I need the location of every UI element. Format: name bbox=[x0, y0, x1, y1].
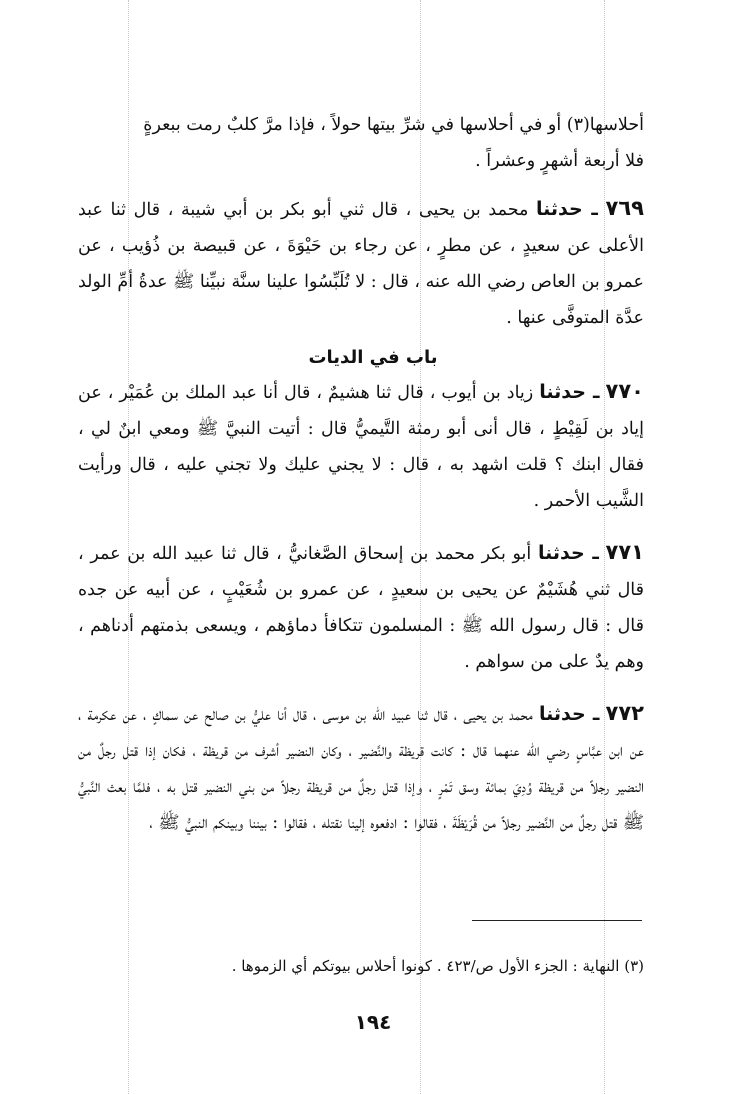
continuation-line-1: أحلاسها(٣) أو في أحلاسها في شرِّ بيتها حولاً ، فإذا مرَّ كلبٌ رمت ببعرةٍ bbox=[143, 115, 644, 135]
hadith-text: أبو بكر محمد بن إسحاق الصَّغانيُّ ، قال ثنا عبيد الله بن عمر ، قال ثني هُشَيْمٌ عن يحيى بن سعيدٍ ، عن عمرو بن شُعَيْبٍ ، عن أبيه عن جده قال : قال رسول الله ﷺ : المسلمون تتكافأ دماؤهم ، ويسعى بذمتهم أدناهم ، وهم يدٌ على من سواهم . bbox=[78, 544, 644, 672]
hadith-verb: ـ حدثنا bbox=[539, 381, 600, 403]
hadith-text: زياد بن أيوب ، قال ثنا هشيمٌ ، قال أنا عبد الملك بن عُمَيْر ، عن إياد بن لَقِيْطٍ ، قال أنى أبو رمثة التَّيميُّ قال : أتيت النبيَّ ﷺ ومعي ابنٌ لي ، فقال ابنك ؟ قلت اشهد به ، قال : لا يجني عليك ولا تجني عليه ، قال ورأيت الشَّيب الأحمر . bbox=[78, 383, 644, 511]
page-number: ١٩٤ bbox=[354, 1010, 392, 1034]
continuation-paragraph bbox=[78, 107, 644, 179]
hadith-number: ٧٧٢ bbox=[605, 701, 644, 725]
hadith-number: ٧٧٠ bbox=[605, 379, 644, 403]
continuation-line-2: فلا أربعة أشهرٍ وعشراً . bbox=[475, 151, 644, 171]
hadith-verb: ـ حدثنا bbox=[536, 198, 598, 220]
hadith-verb: ـ حدثنا bbox=[537, 542, 599, 564]
footnote-separator bbox=[472, 920, 642, 921]
hadith-772 bbox=[78, 695, 644, 841]
hadith-text: محمد بن يحيى ، قال ثني أبو بكر بن أبي شيبة ، قال ثنا عبد الأعلى عن سعيدٍ ، عن مطرٍ ، عن رجاء بن حَيْوَةَ ، عن قبيصة بن ذُؤيب ، عن عمرو بن العاص رضي الله عنه ، قال : لا تُلَبِّسُوا علينا سنَّة نبيِّنا ﷺ عدةُ أمِّ الولد عدَّة المتوفَّى عنها . bbox=[78, 200, 644, 328]
hadith-771 bbox=[78, 534, 644, 680]
hadith-769 bbox=[78, 190, 644, 336]
footnote: (٣) النهاية : الجزء الأول ص/٤٢٣ . كونوا أحلاس بيوتكم أي الزموها . bbox=[231, 957, 644, 975]
hadith-770 bbox=[78, 373, 644, 519]
chapter-title: باب في الديات bbox=[308, 347, 438, 368]
hadith-number: ٧٧١ bbox=[605, 540, 644, 564]
hadith-verb: ـ حدثنا bbox=[538, 703, 600, 725]
hadith-number: ٧٦٩ bbox=[605, 196, 644, 220]
hadith-text: محمد بن يحيى ، قال ثنا عبيد الله بن موسى ، قال أنا عليُّ بن صالح عن سماكٍ ، عن عكرمة ، عن ابن عبَّاسٍ رضي الله عنهما قال : كانت قريظة والنَّضير ، وكان النضير أشرف من قريظة ، فكان إذا قتل رجلٌ من النضير رجلاً من قريظة وُدِيَ بمائة وسق تَمْرٍ ، وإذا قتل رجلٌ من قريظة رجلاً من بني النضير قتل به ، فلمَّا بعث النَّبيُّ ﷺ قتل رجلٌ من النَّضير رجلاً من قُرَيْظَةَ ، فقالوا : ادفعوه إلينا نقتله ، فقالوا : بيننا وبينكم النبيُّ ﷺ ، bbox=[78, 705, 644, 833]
